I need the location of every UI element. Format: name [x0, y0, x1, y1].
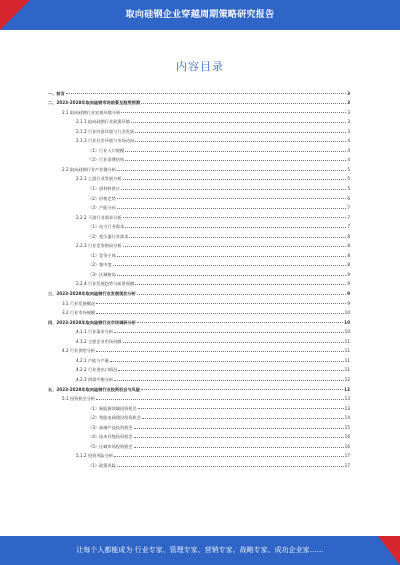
toc-entry-text: （2）行业消费结构 — [88, 157, 125, 163]
toc-page-number: 3 — [347, 100, 350, 106]
toc-entry[interactable] — [48, 344, 350, 354]
toc-entry[interactable] — [48, 334, 350, 344]
toc-leader-dots — [117, 275, 347, 276]
toc-page-number: 11 — [344, 348, 350, 354]
toc-entry[interactable] — [48, 363, 350, 373]
toc-page-number: 3 — [347, 128, 350, 134]
toc-leader-dots — [118, 370, 343, 371]
toc-leader-dots — [125, 160, 346, 161]
toc-leader-dots — [66, 93, 346, 94]
toc-entry[interactable] — [48, 201, 350, 211]
toc-page-number: 3 — [347, 119, 350, 125]
toc-page-number: 5 — [347, 186, 350, 192]
table-of-contents — [48, 86, 350, 468]
toc-entry[interactable] — [48, 153, 350, 163]
toc-entry[interactable] — [48, 124, 350, 134]
toc-entry[interactable] — [48, 86, 350, 96]
toc-entry[interactable] — [48, 162, 350, 172]
toc-page-number: 4 — [347, 147, 350, 153]
toc-entry-text: （1）新能源领域投资机会 — [88, 405, 137, 411]
toc-page-number: 16 — [344, 434, 350, 440]
toc-leader-dots — [117, 208, 347, 209]
toc-page-number: 5 — [347, 166, 350, 172]
toc-page-number: 17 — [344, 453, 350, 459]
toc-leader-dots — [114, 332, 344, 333]
toc-entry-text: 2.2.3 行业竞争格局分析 — [76, 243, 122, 249]
toc-entry-text: （1）原材料供应 — [88, 186, 120, 192]
toc-page-number: 6 — [347, 195, 350, 201]
toc-leader-dots — [123, 342, 344, 343]
toc-leader-dots — [135, 132, 346, 133]
toc-leader-dots — [125, 151, 346, 152]
toc-page-number: 8 — [347, 262, 350, 268]
toc-entry[interactable] — [48, 296, 350, 306]
toc-page-number: 12 — [344, 386, 350, 392]
toc-entry-text: （2）价格走势 — [88, 195, 116, 201]
toc-page-number: 10 — [344, 310, 350, 316]
toc-entry-text: 2.2.4 行业发展趋势与前景预测 — [76, 281, 135, 287]
toc-leader-dots — [110, 361, 344, 362]
toc-entry[interactable] — [48, 430, 350, 440]
toc-page-number: 15 — [344, 424, 350, 430]
toc-entry[interactable] — [48, 392, 350, 402]
toc-leader-dots — [134, 447, 344, 448]
toc-page-number: 9 — [347, 281, 350, 287]
toc-page-number: 17 — [344, 462, 350, 468]
toc-entry-text: （3）产能分布 — [88, 205, 116, 211]
toc-entry-text: 4.2 行业供给分析 — [62, 348, 96, 354]
toc-leader-dots — [117, 466, 344, 467]
toc-entry-text: 4.1.1 行业需求分析 — [76, 329, 114, 335]
toc-entry-text: 2.2.2 下游行业需求分析 — [76, 214, 122, 220]
toc-entry-text: 四、2023-2028年取向硅钢行业市场调研分析 — [48, 319, 136, 325]
toc-page-number: 8 — [347, 252, 350, 258]
toc-entry[interactable] — [48, 210, 350, 220]
toc-entry-text: （5）区域市场投资机会 — [88, 443, 133, 449]
toc-entry[interactable] — [48, 353, 350, 363]
toc-page-number: 8 — [347, 243, 350, 249]
toc-entry[interactable] — [48, 239, 350, 249]
toc-entry-text: 2.2.1 上游行业发展分析 — [76, 176, 122, 182]
toc-entry-text: 5.1 投资机会分析 — [62, 396, 96, 402]
toc-leader-dots — [123, 246, 347, 247]
toc-entry-text: 4.1.2 主要企业市场份额 — [76, 338, 122, 344]
toc-leader-dots — [113, 265, 347, 266]
toc-entry[interactable] — [48, 458, 350, 468]
toc-leader-dots — [123, 217, 347, 218]
toc-entry-text: 3.1 行业发展概况 — [62, 300, 96, 306]
toc-entry-text: 2.1.3 行业社会环境与市场动向 — [76, 138, 135, 144]
toc-leader-dots — [135, 284, 346, 285]
toc-leader-dots — [131, 122, 346, 123]
toc-entry[interactable] — [48, 248, 350, 258]
toc-entry-text: 2.1.1 取向硅钢行业政策环境 — [76, 119, 130, 125]
toc-leader-dots — [141, 103, 346, 104]
toc-entry[interactable] — [48, 172, 350, 182]
toc-entry[interactable] — [48, 220, 350, 230]
toc-entry-text: 一、前言 — [48, 90, 65, 96]
toc-entry[interactable] — [48, 115, 350, 125]
toc-page-number: 10 — [344, 329, 350, 335]
toc-leader-dots — [142, 418, 344, 419]
toc-entry-text: 4.2.2 行业进出口情况 — [76, 367, 118, 373]
toc-leader-dots — [117, 198, 347, 199]
toc-entry[interactable] — [48, 325, 350, 335]
toc-page-number: 11 — [344, 367, 350, 373]
toc-entry-text: 5.1.2 投资风险分析 — [76, 453, 114, 459]
toc-page-number: 13 — [344, 396, 350, 402]
report-title: 取向硅钢企业穿越周期策略研究报告 — [125, 10, 275, 20]
toc-entry[interactable] — [48, 286, 350, 296]
toc-page-number: 9 — [347, 291, 350, 297]
toc-entry-text: 3.2 行业市场规模 — [62, 310, 96, 316]
toc-title: 内容目录 — [176, 60, 224, 73]
toc-page-number: 13 — [344, 405, 350, 411]
toc-leader-dots — [138, 408, 344, 409]
toc-page-number: 7 — [347, 205, 350, 211]
toc-leader-dots — [121, 189, 346, 190]
toc-entry-text: 2.1 取向硅钢行业宏观环境分析 — [62, 109, 121, 115]
toc-entry[interactable] — [48, 277, 350, 287]
toc-page-number: 16 — [344, 443, 350, 449]
toc-entry[interactable] — [48, 181, 350, 191]
toc-entry-text: 2.1.2 行业经济环境与行业发展 — [76, 128, 135, 134]
toc-leader-dots — [96, 313, 344, 314]
toc-page-number: 7 — [347, 224, 350, 230]
toc-leader-dots — [96, 303, 346, 304]
toc-entry-text: （2）集中度 — [88, 262, 112, 268]
footer-slogan: 让每个人都能成为 行业专家、管理专家、营销专家、战略专家、成功企业家…… — [76, 546, 324, 554]
toc-leader-dots — [117, 170, 346, 171]
toc-entry[interactable] — [48, 267, 350, 277]
toc-page-number: 12 — [344, 376, 350, 382]
toc-page-number: 8 — [347, 233, 350, 239]
toc-entry-text: （3）区域格局 — [88, 271, 116, 277]
toc-entry[interactable] — [48, 306, 350, 316]
toc-entry-text: 三、2023-2028年取向硅钢行业发展现状分析 — [48, 291, 136, 297]
toc-entry[interactable] — [48, 439, 350, 449]
toc-leader-dots — [137, 294, 346, 295]
toc-entry[interactable] — [48, 420, 350, 430]
toc-entry-text: （1）竞争主体 — [88, 252, 116, 258]
toc-entry[interactable] — [48, 401, 350, 411]
toc-leader-dots — [123, 179, 347, 180]
toc-entry-text: （1）行业人口规模 — [88, 147, 125, 153]
toc-leader-dots — [134, 437, 344, 438]
toc-entry-text: 五、2023-2028年取向硅钢行业投资机会与风险 — [48, 386, 141, 392]
toc-leader-dots — [137, 322, 343, 323]
toc-leader-dots — [135, 141, 346, 142]
toc-entry-text: （2）变压器行业需求 — [88, 233, 129, 239]
toc-entry-text: （1）政策风险 — [88, 462, 116, 468]
toc-entry-text: （1）电力行业需求 — [88, 224, 125, 230]
toc-entry-text: （2）智能电网建设投资机会 — [88, 415, 141, 421]
toc-page-number: 9 — [347, 271, 350, 277]
toc-page-number: 4 — [347, 138, 350, 144]
toc-page-number: 3 — [347, 109, 350, 115]
toc-entry[interactable] — [48, 315, 350, 325]
toc-entry[interactable] — [48, 449, 350, 459]
toc-entry[interactable] — [48, 96, 350, 106]
toc-page-number: 14 — [344, 415, 350, 421]
toc-entry-text: 4.2.3 供需平衡分析 — [76, 376, 114, 382]
toc-page-number: 3 — [347, 90, 350, 96]
toc-entry[interactable] — [48, 372, 350, 382]
toc-entry-text: （4）技术升级投资机会 — [88, 434, 133, 440]
toc-page-number: 7 — [347, 214, 350, 220]
toc-page-number: 5 — [347, 176, 350, 182]
toc-entry[interactable] — [48, 191, 350, 201]
toc-entry-text: 二、2023-2028年取向硅钢市场前景及趋势预测 — [48, 100, 141, 106]
toc-entry-text: （3）高端产品投资机会 — [88, 424, 133, 430]
toc-leader-dots — [141, 389, 343, 390]
toc-entry[interactable] — [48, 411, 350, 421]
toc-page-number: 11 — [344, 357, 350, 363]
toc-page-number: 4 — [347, 157, 350, 163]
toc-entry[interactable] — [48, 143, 350, 153]
toc-leader-dots — [129, 237, 346, 238]
toc-leader-dots — [96, 399, 344, 400]
toc-leader-dots — [117, 256, 347, 257]
toc-entry[interactable] — [48, 105, 350, 115]
toc-leader-dots — [114, 380, 344, 381]
toc-page-number: 11 — [344, 338, 350, 344]
toc-entry[interactable] — [48, 134, 350, 144]
toc-entry-text: 2.2 取向硅钢行业产业链分析 — [62, 166, 117, 172]
toc-entry[interactable] — [48, 258, 350, 268]
toc-page-number: 10 — [344, 319, 350, 325]
toc-leader-dots — [114, 456, 344, 457]
toc-leader-dots — [96, 351, 344, 352]
toc-page-number: 9 — [347, 300, 350, 306]
toc-entry-text: 4.2.1 产能与产量 — [76, 357, 109, 363]
toc-entry[interactable] — [48, 382, 350, 392]
toc-entry[interactable] — [48, 229, 350, 239]
toc-leader-dots — [125, 227, 346, 228]
toc-leader-dots — [121, 112, 346, 113]
toc-leader-dots — [134, 428, 344, 429]
